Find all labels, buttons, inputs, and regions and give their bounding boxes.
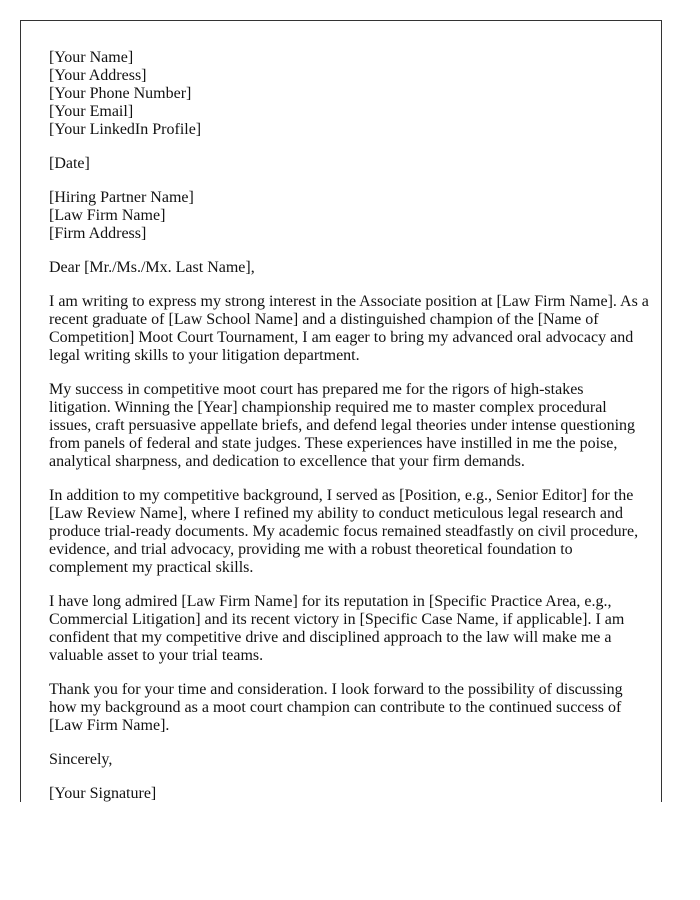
recipient-block — [49, 189, 649, 243]
letter-page — [20, 20, 662, 802]
body-paragraph: My success in competitive moot court has prepared me for the rigors of high-stakes litigation. Winning the [Year] championship required me to master complex procedural issues, craft persuasive appellate briefs, and defend legal theories under intense questioning from panels of federal and state judges. These experiences have instilled in me the poise, analytical sharpness, and dedication to excellence that your firm demands. — [49, 381, 636, 470]
body-paragraph: I have long admired [Law Firm Name] for its reputation in [Specific Practice Area, e.g., Commercial Litigation] and its recent victory in [Specific Case Name, if applicable]. I am confident that my competitive drive and disciplined approach to the law will make me a valuable asset to your trial teams. — [49, 593, 625, 664]
recipient-name: [Hiring Partner Name] — [49, 189, 194, 206]
sender-address: [Your Address] — [49, 67, 147, 84]
body-paragraph: I am writing to express my strong interest in the Associate position at [Law Firm Name]. As a recent graduate of [Law School Name] and a distinguished champion of the [Name of Competition] Moot Court Tournament, I am eager to bring my advanced oral advocacy and legal writing skills to your litigation department. — [49, 293, 649, 364]
signature: [Your Signature] — [49, 785, 157, 802]
sender-block — [49, 49, 649, 139]
letter-date: [Date] — [49, 155, 90, 172]
body-paragraph: In addition to my competitive background, I served as [Position, e.g., Senior Editor] for the [Law Review Name], where I refined my ability to conduct meticulous legal research and produce trial-ready documents. My academic focus remained steadfastly on civil procedure, evidence, and trial advocacy, providing me with a robust theoretical foundation to complement my practical skills. — [49, 487, 639, 576]
sender-email: [Your Email] — [49, 103, 134, 120]
sender-linkedin: [Your LinkedIn Profile] — [49, 121, 202, 138]
closing: Sincerely, — [49, 751, 113, 768]
sender-phone: [Your Phone Number] — [49, 85, 192, 102]
recipient-firm: [Law Firm Name] — [49, 207, 166, 224]
salutation: Dear [Mr./Ms./Mx. Last Name], — [49, 259, 255, 276]
sender-name: [Your Name] — [49, 49, 134, 66]
recipient-address: [Firm Address] — [49, 225, 147, 242]
body-paragraph: Thank you for your time and consideration. I look forward to the possibility of discussing how my background as a moot court champion can contribute to the continued success of [Law Firm Name]. — [49, 681, 623, 734]
